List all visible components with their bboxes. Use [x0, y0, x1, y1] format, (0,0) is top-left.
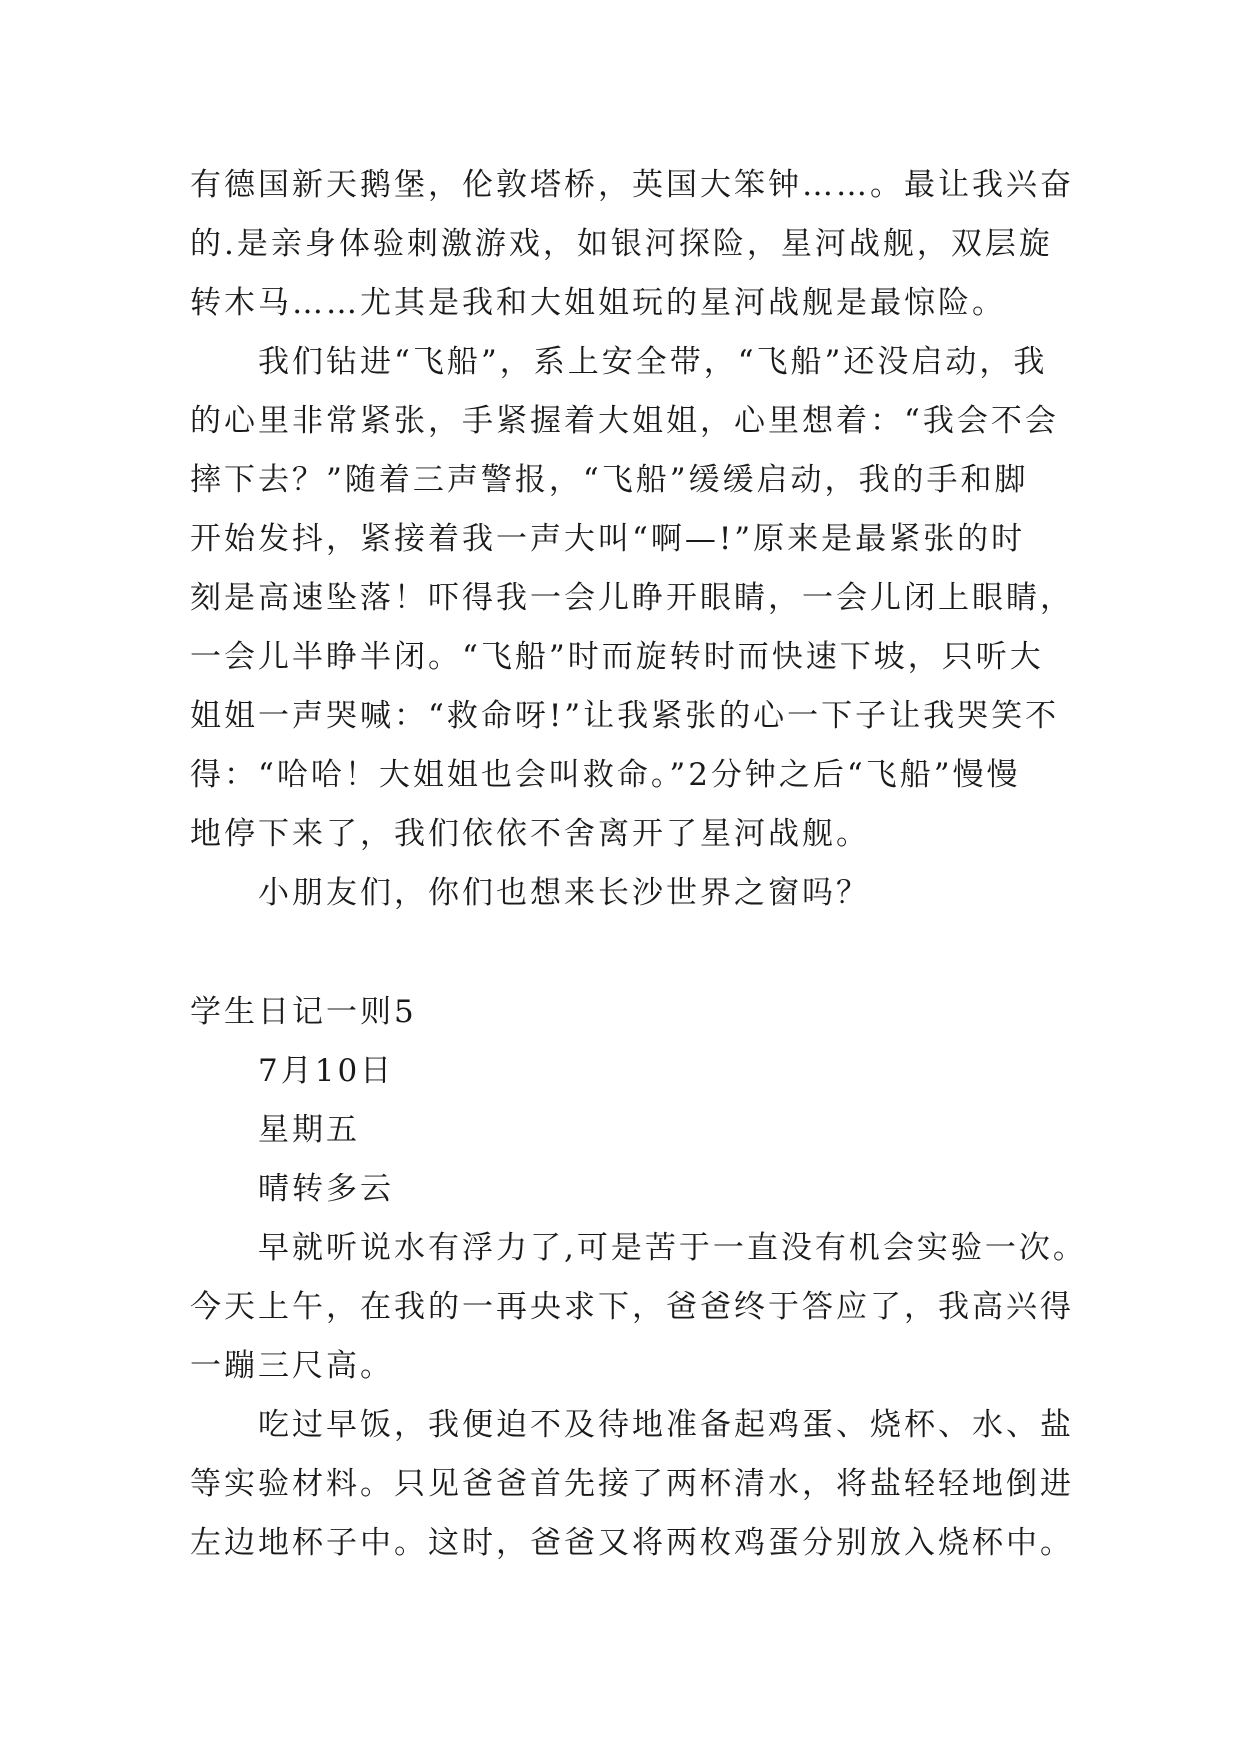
text-line: 得：“哈哈！大姐姐也会叫救命。”2分钟之后“飞船”慢慢 — [190, 757, 1021, 793]
text-line: 开始发抖，紧接着我一声大叫“啊—!”原来是最紧张的时 — [190, 521, 1026, 557]
text-line: 一蹦三尺高。 — [190, 1348, 394, 1384]
text-line: 姐姐一声哭喊：“救命呀!”让我紧张的心一下子让我哭笑不 — [190, 698, 1060, 734]
diary-weather: 晴转多云 — [258, 1171, 394, 1207]
text-line: 的心里非常紧张，手紧握着大姐姐，心里想着：“我会不会 — [190, 403, 1059, 439]
text-line: 转木马……尤其是我和大姐姐玩的星河战舰是最惊险。 — [190, 285, 1006, 321]
diary-date: 7月10日 — [258, 1053, 395, 1089]
text-line: 我们钻进“飞船”，系上安全带，“飞船”还没启动，我 — [258, 344, 1048, 380]
section-title: 学生日记一则5 — [190, 994, 417, 1030]
text-line: 吃过早饭，我便迫不及待地准备起鸡蛋、烧杯、水、盐 — [258, 1407, 1074, 1443]
document-body — [190, 156, 1087, 1573]
diary-weekday: 星期五 — [258, 1112, 360, 1148]
text-line: 地停下来了，我们依依不舍离开了星河战舰。 — [190, 816, 870, 852]
text-line: 一会儿半睁半闭。“飞船”时而旋转时而快速下坡，只听大 — [190, 639, 1044, 675]
text-line: 小朋友们，你们也想来长沙世界之窗吗？ — [258, 875, 870, 911]
text-line: 左边地杯子中。这时，爸爸又将两枚鸡蛋分别放入烧杯中。 — [190, 1525, 1074, 1561]
text-line: 今天上午，在我的一再央求下，爸爸终于答应了，我高兴得 — [190, 1289, 1074, 1325]
text-line: 早就听说水有浮力了,可是苦于一直没有机会实验一次。 — [258, 1230, 1087, 1266]
section-gap — [190, 923, 1070, 983]
text-line: 等实验材料。只见爸爸首先接了两杯清水，将盐轻轻地倒进 — [190, 1466, 1074, 1502]
text-line: 有德国新天鹅堡，伦敦塔桥，英国大笨钟……。最让我兴奋 — [190, 167, 1074, 203]
text-line: 的.是亲身体验刺激游戏，如银河探险，星河战舰，双层旋 — [190, 226, 1053, 262]
text-line: 摔下去？”随着三声警报，“飞船”缓缓启动，我的手和脚 — [190, 462, 1029, 498]
text-line: 刻是高速坠落！吓得我一会儿睁开眼睛，一会儿闭上眼睛， — [190, 580, 1074, 616]
